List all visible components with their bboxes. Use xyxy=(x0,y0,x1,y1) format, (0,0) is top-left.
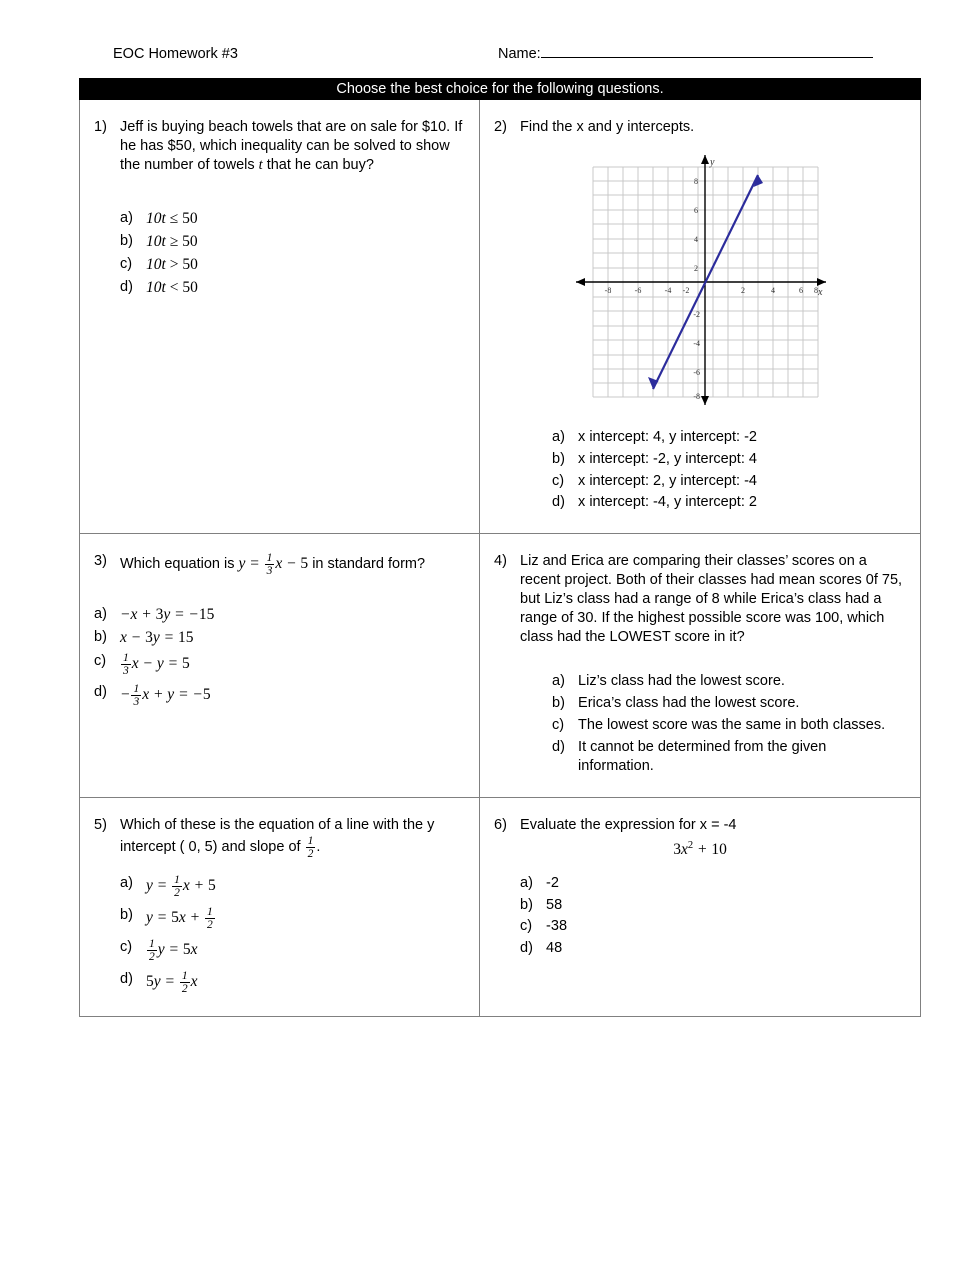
choice-value: Liz’s class had the lowest score. xyxy=(578,673,785,690)
choice-expr-right: 50 xyxy=(182,209,198,227)
choice-value: x − 3y = 15 xyxy=(120,629,194,647)
question-text-before: Which of these is the equation of a line with the y intercept ( 0, 5) and slope of xyxy=(120,816,435,855)
choice-operator: ≥ xyxy=(169,232,179,250)
choice-value: −x + 3y = −15 xyxy=(120,606,215,624)
svg-text:-2: -2 xyxy=(692,309,700,319)
choice-value xyxy=(146,209,465,229)
choice-expr-left: 10t xyxy=(146,209,166,227)
choice-label: d) xyxy=(552,738,565,755)
choices-2 xyxy=(494,428,906,512)
question-4 xyxy=(494,552,906,646)
question-cell-3 xyxy=(80,534,480,796)
choice-label: d) xyxy=(120,278,133,295)
choice-operator: > xyxy=(169,255,179,273)
choice-value: 5y = $\frac{1}{2}$ x xyxy=(146,970,198,996)
question-2 xyxy=(494,118,906,137)
choice-value: Erica’s class had the lowest score. xyxy=(578,695,800,712)
choice-label: a) xyxy=(120,209,133,226)
choices-3 xyxy=(94,605,465,708)
question-text: Find the x and y intercepts. xyxy=(520,119,695,135)
choice-label: d) xyxy=(520,940,533,957)
choice-d[interactable] xyxy=(120,278,465,298)
choice-label: c) xyxy=(552,472,565,489)
choice-value: x intercept: 4, y intercept: -2 xyxy=(578,428,757,445)
choice-value: -2 xyxy=(546,874,559,891)
choice-value xyxy=(146,255,465,275)
question-text: Liz and Erica are comparing their classes’ scores on a recent project. Both of their classes had mean scores 0f 75, but Liz’s class had a range of 8 while Erica’s class had a range of 30. If the highest possible score was 100, which class had the LOWEST score in it? xyxy=(520,553,903,645)
name-label: Name: xyxy=(498,46,541,62)
choice-expr-left: 10t xyxy=(146,255,166,273)
choice-label: a) xyxy=(94,606,107,623)
choice-label: c) xyxy=(120,938,133,955)
question-text-before: Which equation is xyxy=(120,555,239,572)
svg-text:-2: -2 xyxy=(682,285,689,295)
choice-value: y = $\frac{1}{2}$ x + 5 xyxy=(146,873,216,899)
question-5 xyxy=(94,816,465,860)
choice-label: b) xyxy=(552,450,565,467)
choice-expr-right: 50 xyxy=(182,278,198,296)
svg-text:2: 2 xyxy=(740,285,745,295)
svg-text:8: 8 xyxy=(693,176,698,186)
choice-label: d) xyxy=(94,683,107,700)
choice-label: a) xyxy=(552,673,565,690)
choice-b[interactable] xyxy=(552,694,906,713)
choice-expr-right: 50 xyxy=(182,255,198,273)
choice-value xyxy=(146,278,465,298)
choices-4 xyxy=(494,672,906,775)
question-text xyxy=(120,816,465,860)
choice-operator: < xyxy=(169,278,179,296)
choice-d[interactable] xyxy=(520,939,906,958)
choice-b[interactable] xyxy=(120,232,465,252)
choice-d[interactable] xyxy=(94,683,465,708)
table-row xyxy=(80,100,920,534)
question-cell-6 xyxy=(480,798,920,1016)
choice-label: c) xyxy=(94,652,107,669)
choice-b[interactable] xyxy=(120,906,465,931)
svg-text:6: 6 xyxy=(693,205,698,215)
choice-b[interactable] xyxy=(520,896,906,915)
choice-c[interactable] xyxy=(94,652,465,677)
choice-value: x intercept: 2, y intercept: -4 xyxy=(578,472,757,489)
choice-value xyxy=(146,232,465,252)
choice-c[interactable] xyxy=(552,472,906,491)
homework-title: EOC Homework #3 xyxy=(113,46,238,62)
choice-expr-left: 10t xyxy=(146,232,166,250)
choice-a[interactable] xyxy=(552,672,906,691)
choice-value: 58 xyxy=(546,896,563,913)
choice-label: b) xyxy=(120,232,133,249)
name-blank-line xyxy=(541,44,873,58)
choice-a[interactable] xyxy=(520,874,906,893)
choice-label: c) xyxy=(120,255,133,272)
question-slope-fraction: $\frac{1}{2}$ xyxy=(307,834,314,860)
choice-c[interactable] xyxy=(120,255,465,275)
choice-value: − $\frac{1}{3}$ x + y = −5 xyxy=(120,682,211,708)
question-text-after: . xyxy=(316,838,321,855)
svg-text:4: 4 xyxy=(770,285,775,295)
question-3 xyxy=(94,552,465,577)
question-text xyxy=(120,552,465,577)
svg-text:-4: -4 xyxy=(692,338,700,348)
choice-label: c) xyxy=(552,717,565,734)
choice-a[interactable] xyxy=(94,605,465,625)
choice-c[interactable] xyxy=(552,716,906,735)
question-cell-1 xyxy=(80,100,480,533)
svg-text:2: 2 xyxy=(693,263,698,273)
question-1 xyxy=(94,118,465,175)
choice-a[interactable] xyxy=(552,428,906,447)
questions-table xyxy=(79,100,921,1017)
choice-c[interactable] xyxy=(120,938,465,963)
choice-label: a) xyxy=(520,874,533,891)
question-text-part1: Jeff is buying beach towels that are on sale for $10. If he has $50, which inequality can be solved to show the number of towels xyxy=(120,119,463,173)
choice-label: a) xyxy=(120,874,133,891)
question-equation: y = $\frac{1}{3}$ x − 5 xyxy=(238,552,309,578)
question-number: 5) xyxy=(94,816,107,833)
choice-value: It cannot be determined from the given information. xyxy=(578,738,827,774)
choice-value: y = 5x + $\frac{1}{2}$ xyxy=(146,905,213,931)
instructions-banner: Choose the best choice for the following questions. xyxy=(79,78,921,100)
choice-value: The lowest score was the same in both classes. xyxy=(578,717,886,734)
question-expression: $3x^2 + 10$ xyxy=(673,839,727,858)
choices-5 xyxy=(94,874,465,996)
svg-text:4: 4 xyxy=(693,234,698,244)
question-text: Evaluate the expression for x = -4 xyxy=(520,816,737,833)
page-header xyxy=(113,44,873,62)
question-number: 6) xyxy=(494,816,507,833)
question-number: 1) xyxy=(94,119,107,135)
svg-text:8: 8 xyxy=(813,285,818,295)
choice-label: b) xyxy=(120,906,133,923)
graph-svg xyxy=(568,147,833,412)
choice-label: c) xyxy=(520,918,533,935)
choice-value: -38 xyxy=(546,918,568,935)
choice-label: b) xyxy=(520,896,533,913)
choice-value: $\frac{1}{2}$ y = 5x xyxy=(149,937,198,963)
choice-label: d) xyxy=(120,971,133,987)
coordinate-graph xyxy=(494,147,906,412)
choice-value: x intercept: -4, y intercept: 2 xyxy=(578,494,757,511)
question-cell-5 xyxy=(80,798,480,1016)
choice-label: a) xyxy=(552,428,565,445)
choice-d[interactable] xyxy=(552,493,906,512)
choice-d[interactable] xyxy=(120,970,465,995)
table-row xyxy=(80,534,920,797)
svg-text:-8: -8 xyxy=(604,285,611,295)
choice-label: b) xyxy=(94,629,107,646)
question-number: 4) xyxy=(494,553,507,570)
choice-a[interactable] xyxy=(120,209,465,229)
choice-value: 48 xyxy=(546,940,563,957)
choice-b[interactable] xyxy=(94,628,465,648)
choice-value: x intercept: -2, y intercept: 4 xyxy=(578,450,757,467)
question-number: 2) xyxy=(494,119,507,135)
choice-expr-left: 10t xyxy=(146,278,166,296)
choices-6 xyxy=(494,874,906,958)
choice-label: d) xyxy=(552,494,565,511)
choice-a[interactable] xyxy=(120,874,465,899)
choice-b[interactable] xyxy=(552,450,906,469)
question-number: 3) xyxy=(94,553,107,570)
choice-d[interactable] xyxy=(552,738,906,776)
choices-1 xyxy=(94,209,465,299)
choice-label: b) xyxy=(552,695,565,712)
question-variable: t xyxy=(258,156,263,173)
svg-text:-8: -8 xyxy=(692,391,700,401)
question-6 xyxy=(494,816,906,835)
svg-text:-6: -6 xyxy=(634,285,641,295)
choice-c[interactable] xyxy=(520,917,906,936)
choice-operator: ≤ xyxy=(169,209,179,227)
svg-text:y: y xyxy=(709,156,714,168)
question-cell-4 xyxy=(480,534,920,796)
question-text xyxy=(120,118,465,175)
svg-text:6: 6 xyxy=(798,285,803,295)
question-text-part2: that he can buy? xyxy=(262,156,374,173)
table-row xyxy=(80,798,920,1016)
question-text-after: in standard form? xyxy=(308,555,426,572)
choice-value: $\frac{1}{3}$ x − y = 5 xyxy=(123,651,190,677)
question-cell-2 xyxy=(480,100,920,533)
svg-text:x: x xyxy=(817,286,822,298)
choice-expr-right: 50 xyxy=(182,232,198,250)
svg-text:-6: -6 xyxy=(692,367,700,377)
svg-text:-4: -4 xyxy=(664,285,671,295)
